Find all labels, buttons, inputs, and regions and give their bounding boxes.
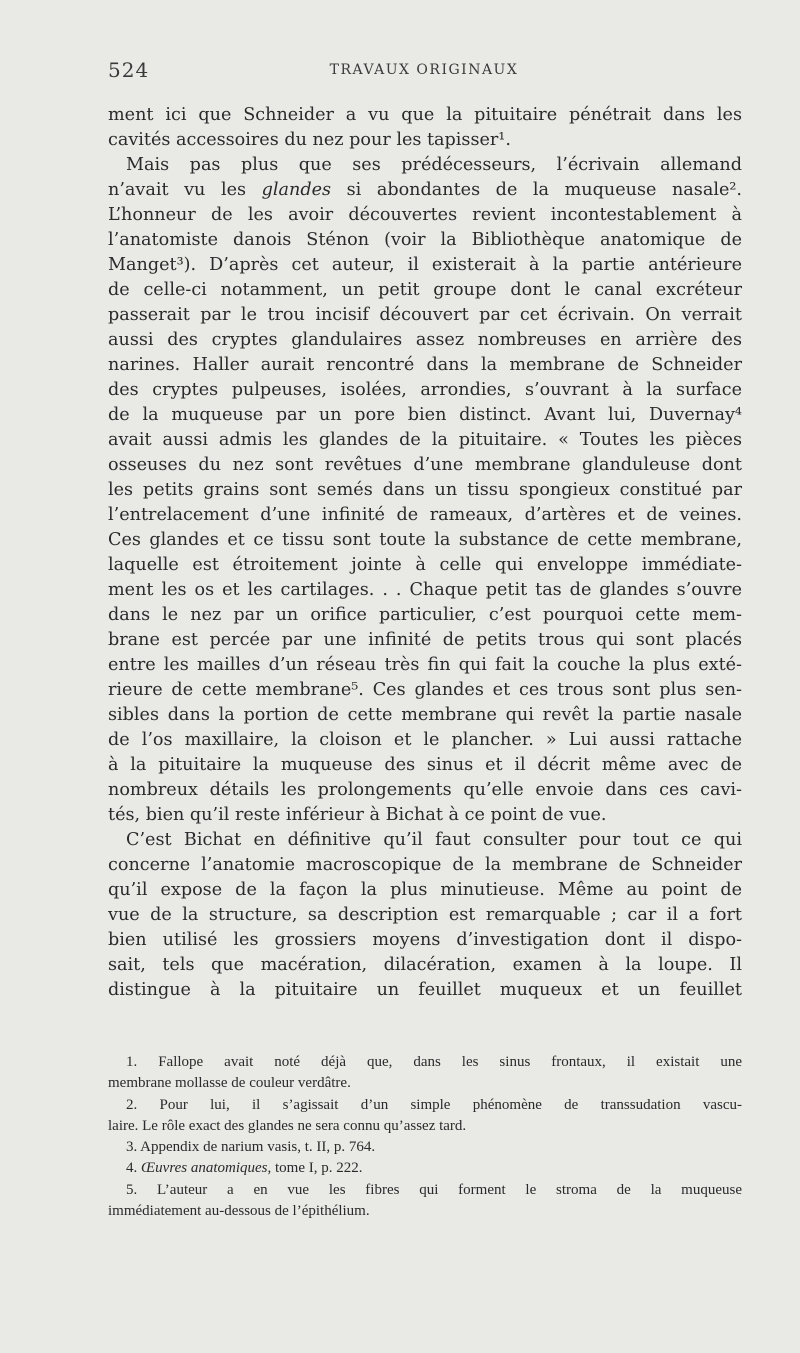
running-head: TRAVAUX ORIGINAUX [329, 62, 519, 78]
body-line: cavités accessoires du nez pour les tapisser¹. [108, 130, 511, 150]
body-line: dans le nez par un orifice particulier, c’est pourquoi cette mem- [108, 605, 742, 625]
footnotes [108, 1052, 742, 1222]
body-line: l’entrelacement d’une infinité de rameaux, d’artères et de veines. [108, 505, 742, 525]
body-line: narines. Haller aurait rencontré dans la membrane de Schneider [108, 355, 742, 375]
body-line: de celle-ci notamment, un petit groupe dont le canal excréteur [108, 280, 742, 300]
body-line: qu’il expose de la façon la plus minutieuse. Même au point de [108, 880, 742, 900]
body-line: bien utilisé les grossiers moyens d’investigation dont il dispo- [108, 930, 742, 950]
footnote-line: 1. Fallope avait noté déjà que, dans les sinus frontaux, il existait une [126, 1054, 742, 1070]
footnote-line: membrane mollasse de couleur verdâtre. [108, 1075, 351, 1092]
body-line: Mais pas plus que ses prédécesseurs, l’écrivain allemand [126, 155, 742, 175]
body-line: tés, bien qu’il reste inférieur à Bichat à ce point de vue. [108, 805, 607, 825]
footnote-line: laire. Le rôle exact des glandes ne sera connu qu’assez tard. [108, 1117, 467, 1134]
body-line: distingue à la pituitaire un feuillet muqueux et un feuillet [108, 980, 742, 1000]
body-line: Manget³). D’après cet auteur, il existerait à la partie antérieure [108, 255, 742, 275]
body-line: ment ici que Schneider a vu que la pituitaire pénétrait dans les [108, 105, 742, 125]
footnote-line: 4. Œuvres anatomiques, tome I, p. 222. [126, 1160, 363, 1177]
body-line: concerne l’anatomie macroscopique de la membrane de Schneider [108, 855, 742, 875]
footnote-line: 3. Appendix de narium vasis, t. II, p. 764. [126, 1139, 376, 1156]
body-line: brane est percée par une infinité de petits trous qui sont placés [108, 630, 742, 650]
page-header [108, 58, 740, 88]
body-line: rieure de cette membrane⁵. Ces glandes et ces trous sont plus sen- [108, 680, 742, 700]
body-line: ment les os et les cartilages. . . Chaque petit tas de glandes s’ouvre [108, 580, 742, 600]
body-line: C’est Bichat en définitive qu’il faut consulter pour tout ce qui [126, 830, 742, 850]
body-line: les petits grains sont semés dans un tissu spongieux constitué par [108, 480, 742, 500]
body-line: vue de la structure, sa description est remarquable ; car il a fort [108, 905, 742, 925]
body-line: n’avait vu les glandes si abondantes de la muqueuse nasale². [108, 180, 742, 200]
body-line: passerait par le trou incisif découvert par cet écrivain. On verrait [108, 305, 742, 325]
footnote-line: 2. Pour lui, il s’agissait d’un simple phénomène de transsudation vascu- [126, 1096, 742, 1113]
footnote-line: 5. L’auteur a en vue les fibres qui forment le stroma de la muqueuse [126, 1181, 742, 1198]
footnote-line: immédiatement au-dessous de l’épithélium. [108, 1203, 370, 1220]
body-line: de l’os maxillaire, la cloison et le plancher. » Lui aussi rattache [108, 730, 742, 750]
body-line: nombreux détails les prolongements qu’elle envoie dans ces cavi- [108, 780, 742, 800]
body-text [108, 103, 742, 1003]
body-line: laquelle est étroitement jointe à celle qui enveloppe immédiate- [108, 555, 742, 575]
body-line: sibles dans la portion de cette membrane qui revêt la partie nasale [108, 705, 742, 725]
body-line: entre les mailles d’un réseau très fin qui fait la couche la plus exté- [108, 655, 742, 675]
body-line: avait aussi admis les glandes de la pituitaire. « Toutes les pièces [108, 430, 742, 450]
body-line: à la pituitaire la muqueuse des sinus et il décrit même avec de [108, 755, 742, 775]
body-line: Ces glandes et ce tissu sont toute la substance de cette membrane, [108, 530, 742, 550]
body-line: l’anatomiste danois Sténon (voir la Bibliothèque anatomique de [108, 230, 742, 250]
body-line: aussi des cryptes glandulaires assez nombreuses en arrière des [108, 330, 742, 350]
body-line: des cryptes pulpeuses, isolées, arrondies, s’ouvrant à la surface [108, 380, 742, 400]
body-line: de la muqueuse par un pore bien distinct. Avant lui, Duvernay⁴ [108, 405, 742, 425]
body-line: osseuses du nez sont revêtues d’une membrane glanduleuse dont [108, 455, 742, 475]
body-line: sait, tels que macération, dilacération, examen à la loupe. Il [108, 955, 742, 975]
page-number: 524 [108, 58, 150, 82]
body-line: L’honneur de les avoir découvertes revient incontestablement à [108, 205, 742, 225]
